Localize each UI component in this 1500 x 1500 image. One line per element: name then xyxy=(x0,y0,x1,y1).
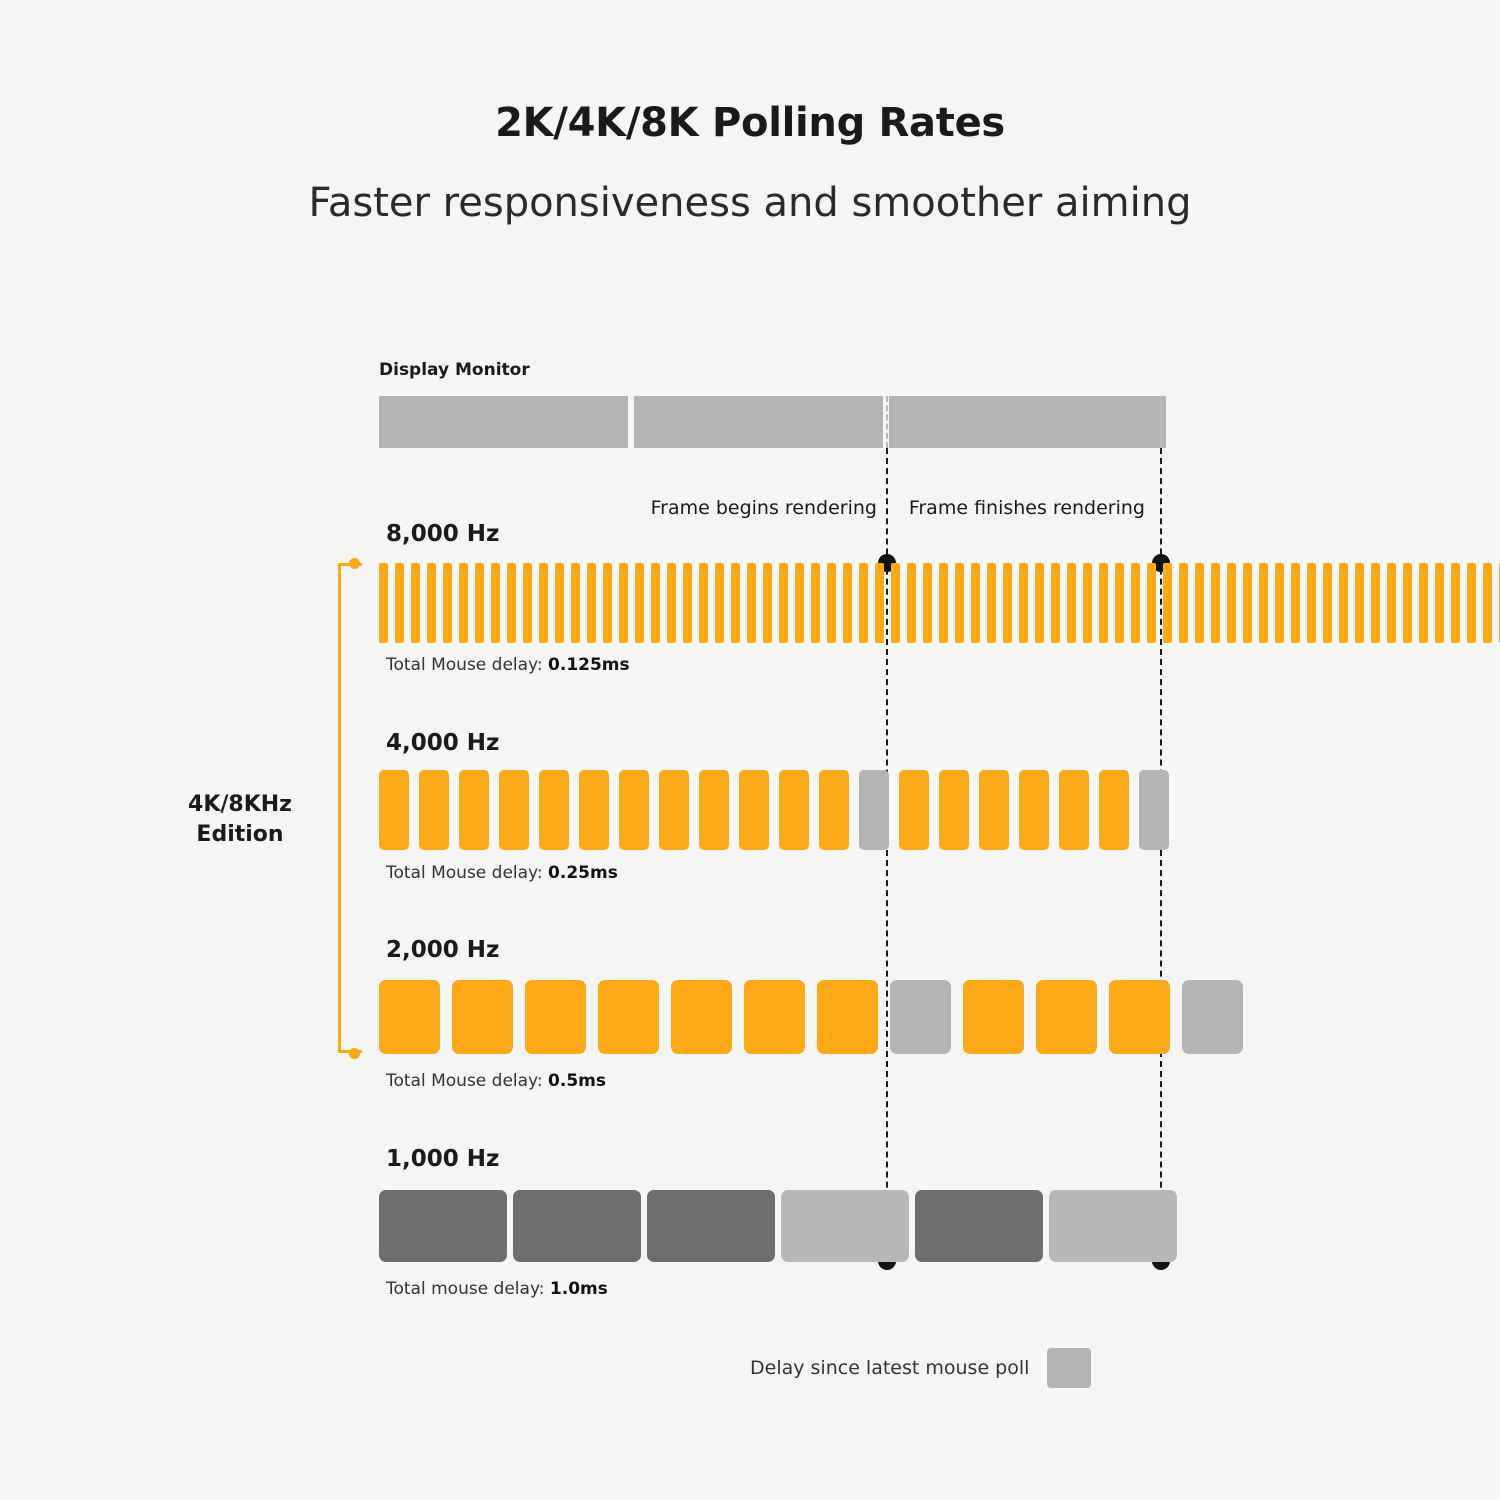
pulse xyxy=(1467,563,1476,643)
pulse xyxy=(427,563,436,643)
pulse xyxy=(539,563,548,643)
pulse xyxy=(1419,563,1428,643)
pulse xyxy=(1019,563,1028,643)
edition-bracket-dot-bottom xyxy=(349,1048,360,1059)
pulse xyxy=(1163,563,1172,643)
pulse xyxy=(715,563,724,643)
pulse-delay xyxy=(781,1190,909,1262)
pulse xyxy=(419,770,449,850)
page-title: 2K/4K/8K Polling Rates xyxy=(495,100,1005,146)
pulse xyxy=(899,770,929,850)
pulse xyxy=(731,563,740,643)
pulse xyxy=(459,770,489,850)
pulse xyxy=(795,563,804,643)
pulse xyxy=(379,1190,507,1262)
pulse xyxy=(963,980,1024,1054)
pulse xyxy=(1355,563,1364,643)
pulse xyxy=(1451,563,1460,643)
pulse xyxy=(1099,770,1129,850)
pulse xyxy=(667,563,676,643)
delay-value: 0.5ms xyxy=(548,1071,606,1091)
pulse xyxy=(571,563,580,643)
pulse xyxy=(1371,563,1380,643)
pulse xyxy=(1179,563,1188,643)
pulse xyxy=(523,563,532,643)
display-monitor-label: Display Monitor xyxy=(379,360,530,380)
pulse xyxy=(915,1190,1043,1262)
pulse-delay xyxy=(1139,770,1169,850)
edition-label: 4K/8KHz Edition xyxy=(188,792,292,847)
delay-text-1000 xyxy=(386,1279,608,1299)
pulse xyxy=(379,563,388,643)
pulse xyxy=(671,980,732,1054)
pulse xyxy=(1059,770,1089,850)
pulse xyxy=(1483,563,1492,643)
pulse xyxy=(1227,563,1236,643)
delay-text-8000 xyxy=(386,655,630,675)
pulse xyxy=(1109,980,1170,1054)
delay-prefix: Total Mouse delay: xyxy=(386,655,543,675)
pulse xyxy=(379,980,440,1054)
pulse xyxy=(979,770,1009,850)
rate-label-2000: 2,000 Hz xyxy=(386,937,500,963)
delay-value: 0.25ms xyxy=(548,863,618,883)
pulse xyxy=(651,563,660,643)
pulse xyxy=(555,563,564,643)
pulse xyxy=(747,563,756,643)
pulse xyxy=(1195,563,1204,643)
display-monitor-track xyxy=(379,396,1166,448)
rate-label-8000: 8,000 Hz xyxy=(386,521,500,547)
pulse xyxy=(1323,563,1332,643)
pulse xyxy=(875,563,884,643)
pulse-delay xyxy=(1049,1190,1177,1262)
pulse xyxy=(619,563,628,643)
pulse xyxy=(891,563,900,643)
edition-bracket xyxy=(338,563,362,1053)
pulse xyxy=(923,563,932,643)
pulse xyxy=(513,1190,641,1262)
pulse xyxy=(635,563,644,643)
rate-label-4000: 4,000 Hz xyxy=(386,730,500,756)
pulse xyxy=(817,980,878,1054)
pulse xyxy=(1115,563,1124,643)
pulse xyxy=(739,770,769,850)
pulse xyxy=(1243,563,1252,643)
pulse xyxy=(491,563,500,643)
pulse xyxy=(907,563,916,643)
delay-prefix: Total mouse delay: xyxy=(386,1279,545,1299)
pulse xyxy=(539,770,569,850)
pulse xyxy=(1211,563,1220,643)
pulse-delay xyxy=(890,980,951,1054)
pulse xyxy=(1435,563,1444,643)
frame-begins-callout: Frame begins rendering xyxy=(650,497,877,519)
delay-prefix: Total Mouse delay: xyxy=(386,863,543,883)
pulse xyxy=(459,563,468,643)
delay-text-2000 xyxy=(386,1071,606,1091)
pulse xyxy=(811,563,820,643)
pulse xyxy=(971,563,980,643)
monitor-frame-segment xyxy=(889,396,1166,448)
pulse-delay xyxy=(1182,980,1243,1054)
delay-value: 1.0ms xyxy=(549,1279,608,1299)
pulse xyxy=(699,563,708,643)
pulse xyxy=(859,563,868,643)
pulse xyxy=(475,563,484,643)
pulse-delay xyxy=(859,770,889,850)
edition-bracket-dot-top xyxy=(349,558,360,569)
pulse xyxy=(1387,563,1396,643)
pulse xyxy=(779,563,788,643)
pulse xyxy=(1307,563,1316,643)
pulse xyxy=(779,770,809,850)
pulse xyxy=(1003,563,1012,643)
frame-finishes-callout: Frame finishes rendering xyxy=(908,497,1145,519)
pulse xyxy=(1291,563,1300,643)
legend-label: Delay since latest mouse poll xyxy=(750,1357,1030,1379)
pulse xyxy=(819,770,849,850)
pulse xyxy=(603,563,612,643)
pulse xyxy=(659,770,689,850)
pulse-row-4000 xyxy=(379,770,1179,850)
pulse xyxy=(395,563,404,643)
pulse xyxy=(411,563,420,643)
pulse xyxy=(1339,563,1348,643)
pulse-row-1000 xyxy=(379,1190,1183,1262)
pulse xyxy=(619,770,649,850)
pulse xyxy=(763,563,772,643)
pulse-row-8000 xyxy=(379,563,1500,643)
monitor-frame-segment xyxy=(379,396,628,448)
rate-label-1000: 1,000 Hz xyxy=(386,1146,500,1172)
pulse xyxy=(1275,563,1284,643)
delay-text-4000 xyxy=(386,863,618,883)
pulse xyxy=(579,770,609,850)
pulse xyxy=(1131,563,1140,643)
pulse-row-2000 xyxy=(379,980,1255,1054)
pulse xyxy=(1036,980,1097,1054)
pulse xyxy=(1083,563,1092,643)
pulse xyxy=(587,563,596,643)
monitor-frame-segment xyxy=(634,396,883,448)
pulse xyxy=(499,770,529,850)
pulse xyxy=(955,563,964,643)
pulse xyxy=(939,563,948,643)
pulse xyxy=(443,563,452,643)
pulse xyxy=(379,770,409,850)
legend xyxy=(750,1348,1091,1388)
pulse xyxy=(1035,563,1044,643)
delay-prefix: Total Mouse delay: xyxy=(386,1071,543,1091)
pulse xyxy=(744,980,805,1054)
pulse xyxy=(525,980,586,1054)
pulse xyxy=(1067,563,1076,643)
pulse xyxy=(1403,563,1412,643)
pulse xyxy=(598,980,659,1054)
delay-value: 0.125ms xyxy=(548,655,630,675)
pulse xyxy=(699,770,729,850)
pulse xyxy=(1099,563,1108,643)
legend-swatch xyxy=(1047,1348,1091,1388)
pulse xyxy=(507,563,516,643)
pulse xyxy=(1259,563,1268,643)
pulse xyxy=(843,563,852,643)
pulse xyxy=(827,563,836,643)
frame-begin-guide xyxy=(886,396,888,448)
pulse xyxy=(939,770,969,850)
pulse xyxy=(987,563,996,643)
frame-finish-guide xyxy=(1160,396,1162,448)
page-subtitle: Faster responsiveness and smoother aiming xyxy=(308,180,1192,226)
pulse xyxy=(1147,563,1156,643)
pulse xyxy=(683,563,692,643)
pulse xyxy=(1051,563,1060,643)
pulse xyxy=(647,1190,775,1262)
pulse xyxy=(1019,770,1049,850)
pulse xyxy=(452,980,513,1054)
